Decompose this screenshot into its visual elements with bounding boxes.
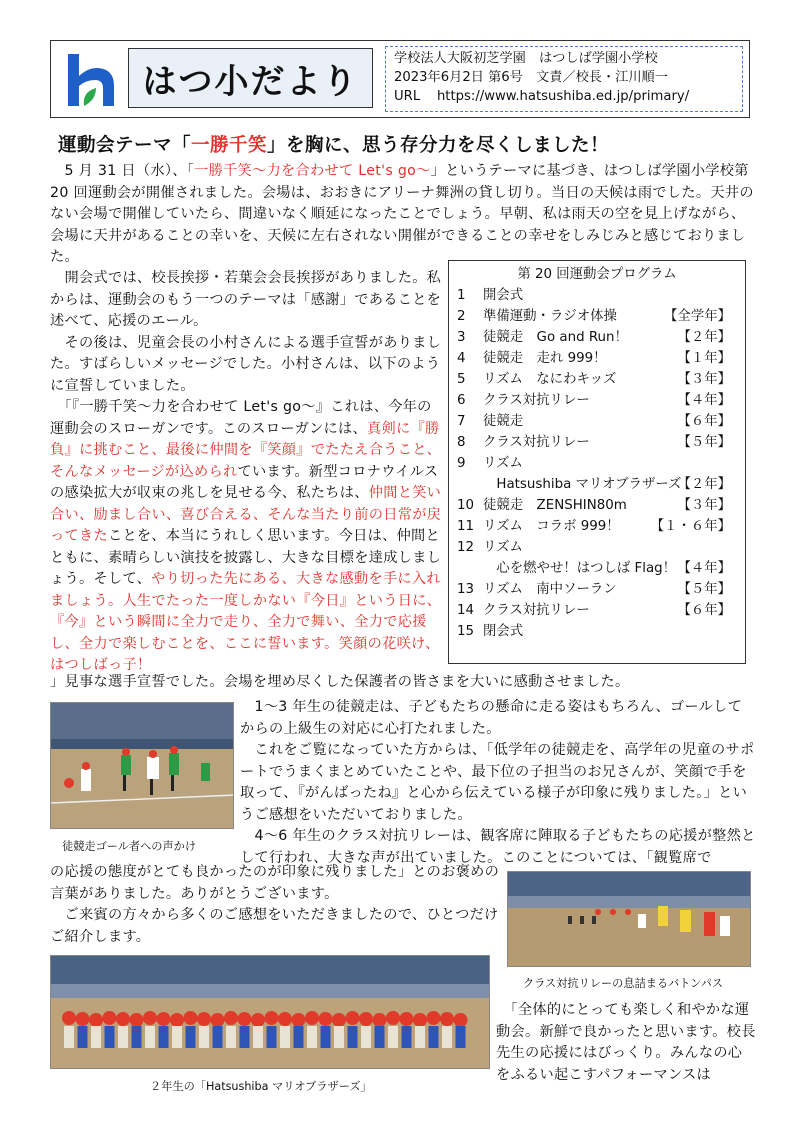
program-item bbox=[449, 495, 745, 516]
photo-goal-support bbox=[50, 702, 234, 829]
program-item-name: 徒競走 Go and Run！ bbox=[483, 330, 628, 345]
school-url-link[interactable]: https://www.hatsushiba.ed.jp/primary/ bbox=[436, 89, 690, 104]
middle-text bbox=[240, 697, 756, 869]
program-item-grade: 【１・６年】 bbox=[650, 519, 731, 534]
program-item-number: 8 bbox=[457, 435, 466, 450]
program-item-name: Hatsushiba マリオブラザーズ bbox=[483, 477, 682, 492]
program-item-name: 心を燃やせ！はつしば Flag！ bbox=[483, 561, 677, 576]
program-item bbox=[449, 411, 745, 432]
praise-paragraph: の応援の態度がとても良かったのが印象に残りました」とのお褒めの言葉がありました。ありがとうございます。 bbox=[50, 864, 500, 902]
article-headline bbox=[58, 131, 758, 157]
program-item-grade: 【５年】 bbox=[677, 435, 731, 450]
program-item-number: 5 bbox=[457, 372, 466, 387]
program-item-number: 1 bbox=[457, 288, 466, 303]
headline-highlight: 一勝千笑 bbox=[191, 135, 268, 156]
issue-info-box bbox=[385, 46, 743, 112]
program-item-name: クラス対抗リレー bbox=[483, 393, 590, 408]
program-item-name: 徒競走 走れ 999！ bbox=[483, 351, 607, 366]
program-item bbox=[449, 516, 745, 537]
oath-intro-paragraph: その後は、児童会長の小村さんによる選手宣誓がありました。すばらしいメッセージでした。小村さんは、以下のように宣誓していました。 bbox=[50, 334, 442, 394]
program-item-grade: 【３年】 bbox=[677, 498, 731, 513]
program-item bbox=[449, 390, 745, 411]
program-item bbox=[449, 348, 745, 369]
issue-line: 2023年6月2日 第6号 文責／校長・江川順一 bbox=[394, 70, 668, 85]
guest-quote-paragraph: 「全体的にとっても楽しく和やかな運動会。新鮮で良かったと思います。校長先生の応援にはびっくり。みんなの心をふるい起こすパフォーマンスは bbox=[496, 1002, 756, 1083]
program-item-name: リズム 南中ソーラン bbox=[483, 582, 617, 597]
program-item-number: 11 bbox=[457, 519, 475, 534]
program-item-grade: 【４年】 bbox=[677, 561, 731, 576]
program-item bbox=[449, 432, 745, 453]
program-item-name: 準備運動・ラジオ体操 bbox=[483, 309, 617, 324]
program-item bbox=[449, 327, 745, 348]
newsletter-title: はつ小だより bbox=[142, 61, 359, 102]
program-item-grade: 【１年】 bbox=[677, 351, 731, 366]
newsletter-title-box bbox=[128, 48, 373, 108]
program-item-number: 2 bbox=[457, 309, 466, 324]
program-item bbox=[449, 600, 745, 621]
program-item-grade: 【全学年】 bbox=[664, 309, 731, 324]
program-item bbox=[449, 285, 745, 306]
program-item-number: 6 bbox=[457, 393, 466, 408]
program-item-number: 15 bbox=[457, 624, 475, 639]
program-item-name: リズム bbox=[483, 456, 523, 471]
program-item-grade: 【５年】 bbox=[677, 582, 731, 597]
oath-red-1: 真剣に『勝負』に挑むこと、最後に仲間を『笑顔』でたたえ合うこと、そんなメッセージが込められ bbox=[50, 420, 442, 480]
left-column-text bbox=[50, 268, 442, 677]
program-item bbox=[449, 621, 745, 642]
lower-text bbox=[50, 862, 500, 948]
visitor-comment-paragraph: これをご覧になっていた方からは、「低学年の徒競走を、高学年の児童のサポートでうまくまとめていたことや、最下位の子担当のお兄さんが、笑顔で手を取って、『がんばったね』と心から伝えている様子が印象に残りました。」というご感想をいただいておりました。 bbox=[240, 742, 755, 823]
guest-intro-paragraph: ご来賓の方々から多くのご感想をいただきましたので、ひとつだけご紹介します。 bbox=[50, 907, 499, 945]
photo-mario-performance bbox=[50, 955, 490, 1069]
program-item-number: 7 bbox=[457, 414, 466, 429]
program-item-grade: 【２年】 bbox=[677, 477, 731, 492]
oath-closing-line: 」見事な選手宣誓でした。会場を埋め尽くした保護者の皆さまを大いに感動させました。 bbox=[50, 674, 630, 690]
photo-caption-1: 徒競走ゴール者への声かけ bbox=[62, 840, 197, 853]
headline-post: 」を胸に、思う存分力を尽くしました！ bbox=[267, 135, 610, 156]
program-item bbox=[449, 453, 745, 474]
program-item-name: クラス対抗リレー bbox=[483, 603, 590, 618]
program-item-grade: 【２年】 bbox=[677, 330, 731, 345]
program-item-number: 10 bbox=[457, 498, 475, 513]
program-item bbox=[449, 537, 745, 558]
intro-paragraph bbox=[50, 161, 756, 269]
program-item-grade: 【６年】 bbox=[677, 603, 731, 618]
program-item-grade: 【４年】 bbox=[677, 393, 731, 408]
program-item-grade: 【３年】 bbox=[677, 372, 731, 387]
program-item bbox=[449, 474, 745, 495]
url-line bbox=[394, 87, 734, 106]
program-item-name: リズム なにわキッズ bbox=[483, 372, 617, 387]
url-label: URL bbox=[394, 89, 421, 104]
photo-baton-pass bbox=[507, 871, 751, 967]
school-logo-icon bbox=[62, 50, 122, 110]
program-item-number: 4 bbox=[457, 351, 466, 366]
program-item bbox=[449, 579, 745, 600]
program-item-name: リズム bbox=[483, 540, 523, 555]
program-item bbox=[449, 369, 745, 390]
program-item-name: 徒競走 bbox=[483, 414, 524, 429]
program-item-number: 9 bbox=[457, 456, 466, 471]
oath-paragraph bbox=[50, 397, 442, 677]
photo-caption-3: ２年生の「Hatsushiba マリオブラザーズ」 bbox=[150, 1080, 372, 1093]
program-item bbox=[449, 558, 745, 579]
program-list bbox=[449, 285, 745, 642]
program-item-name: 徒競走 ZENSHIN80m bbox=[483, 498, 627, 513]
oath-text-b: ています。新型コロナウイルスの感染拡大が収束の兆しを見せる今、私たちは、 bbox=[50, 463, 439, 501]
program-item-number: 12 bbox=[457, 540, 475, 555]
program-item-number: 3 bbox=[457, 330, 466, 345]
program-title: 第 20 回運動会プログラム bbox=[517, 267, 677, 282]
oath-text-a: 「『一勝千笑〜力を合わせて Let's go〜』これは、今年の運動会のスローガンです。このスローガンには、 bbox=[50, 399, 432, 437]
school-name: 学校法人大阪初芝学園 はつしば学園小学校 bbox=[394, 51, 658, 66]
oath-red-3: やり切った先にある、大きな感動を手に入れましょう。人生でたった一度しかない『今日』という日に、『今』という瞬間に全力で走り、全力で舞い、全力で応援し、全力で楽しむことを、ここに誓います。笑顔の花咲け、はつしばっ子！ bbox=[50, 571, 442, 673]
intro-theme: 一勝千笑〜力を合わせて Let's go〜 bbox=[194, 163, 431, 179]
program-item-grade: 【６年】 bbox=[677, 414, 731, 429]
program-item bbox=[449, 306, 745, 327]
program-item-name: 閉会式 bbox=[483, 624, 524, 639]
program-item-number: 14 bbox=[457, 603, 475, 618]
program-item-name: 開会式 bbox=[483, 288, 524, 303]
program-item-name: リズム コラボ 999！ bbox=[483, 519, 620, 534]
oath-red-2: 仲間と笑い合い、励まし合い、喜び合える、そんな当たり前の日常が戻ってきた bbox=[50, 485, 442, 544]
program-item-name: クラス対抗リレー bbox=[483, 435, 590, 450]
photo-caption-2: クラス対抗リレーの息詰まるバトンパス bbox=[523, 977, 724, 990]
program-box bbox=[448, 260, 746, 664]
intro-text-1: 5 月 31 日（水）、「 bbox=[50, 163, 195, 179]
program-item-number: 13 bbox=[457, 582, 475, 597]
headline-pre: 運動会テーマ「 bbox=[58, 135, 192, 156]
relay-paragraph: 4〜6 年生のクラス対抗リレーは、観客席に陣取る子どもたちの応援が整然として行われ、大きな声が出ていました。このことについては、「観覧席で bbox=[240, 828, 756, 866]
intro-text-2: 」というテーマに基づき、はつしば学園小学校第 20 回運動会が開催されました。会場は、おおきにアリーナ舞洲の貸し切り。当日の天候は雨でした。天井のない会場で開催していたら、間違いなく順延になったことでしょう。早朝、私は雨天の空を見上げながら、会場に天井があることの幸いを、天候に左右されない開催ができることの幸せをしみじみと感じておりました。 bbox=[50, 163, 754, 265]
oath-text-c: ことを、本当にうれしく思います。今日は、仲間とともに、素晴らしい演技を披露し、大きな目標を達成しましょう。そして、 bbox=[50, 528, 442, 587]
lower-grades-paragraph: 1〜3 年生の徒競走は、子どもたちの懸命に走る姿はもちろん、ゴールしてからの上級生の対応に心打たれました。 bbox=[240, 699, 743, 737]
opening-paragraph: 開会式では、校長挨拶・若葉会会長挨拶がありました。私からは、運動会のもう一つのテーマは「感謝」であることを述べて、応援のエール。 bbox=[50, 270, 442, 329]
